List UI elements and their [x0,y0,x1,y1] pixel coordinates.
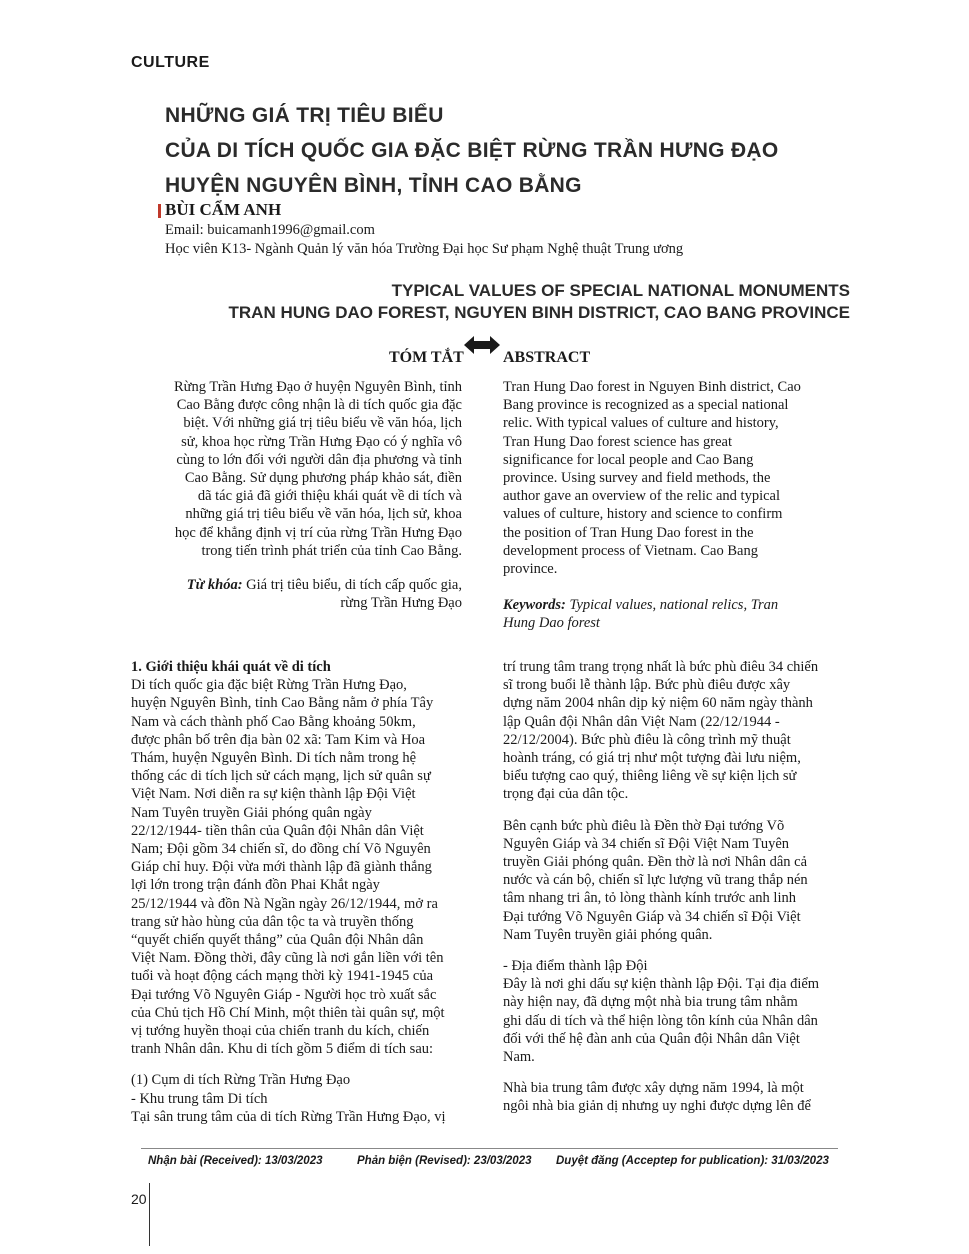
body-column-left [131,658,476,1126]
keywords-text: Hung Dao forest [503,615,600,632]
text-line: Bên cạnh bức phù điêu là Đền thờ Đại tướng Võ [503,817,785,834]
keywords-vn [136,576,462,612]
text-line: Nam Tuyên truyền Giải phóng quân ngày [131,804,372,821]
text-line: trí trung tâm trang trọng nhất là bức phù điêu 34 chiến [503,659,819,675]
text-line: values of culture, history and science to confirm [503,506,783,523]
text-line: the position of Tran Hung Dao forest in the [503,524,754,541]
section-tag: CULTURE [131,54,210,71]
author-marker [158,204,161,218]
text-line: biểu tượng cao quý, thiêng liêng về sự kiện lịch sử [503,768,797,785]
title-line: TYPICAL VALUES OF SPECIAL NATIONAL MONUMENTS [391,281,850,300]
revised-date: Phản biện (Revised): 23/03/2023 [357,1155,532,1167]
text-line: Nhà bia trung tâm được xây dựng năm 1994, là một [503,1080,804,1097]
title-line: HUYỆN NGUYÊN BÌNH, TỈNH CAO BẰNG [165,174,582,197]
text-line: dã tác giả đã giới thiệu khái quát về di tích và [197,488,462,505]
received-date: Nhận bài (Received): 13/03/2023 [148,1155,323,1167]
keywords-text: Giá trị tiêu biểu, di tích cấp quốc gia, [246,577,462,593]
text-line: tâm nhang tri ân, tỏ lòng thành kính trước anh linh [503,890,796,907]
text-line: “quyết chiến quyết thắng” của Quân đội Nhân dân [131,932,424,949]
text-line: những giá trị tiêu biểu về văn hóa, lịch sử, khoa [185,506,462,523]
vietnamese-title [165,98,779,203]
text-line: - Địa điểm thành lập Đội [503,958,648,975]
abstract-en [503,378,833,578]
text-line: sử, khoa học rừng Trần Hưng Đạo có ý nghĩa vô [181,433,462,450]
text-line: ngôi nhà bia giản dị nhưng uy nghi được dựng lên để [503,1098,811,1115]
text-line: Nam. [503,1049,535,1066]
text-line: Di tích quốc gia đặc biệt Rừng Trần Hưng Đạo, [131,677,407,694]
text-line: - Khu trung tâm Di tích [131,1090,268,1107]
text-line: tuổi và hoạt động cách mạng thời kỳ 1941-1945 của [131,968,434,985]
text-line: sĩ trong buổi lễ thành lập. Bức phù điêu được xây [503,677,791,694]
text-line: huyện Nguyên Bình, tỉnh Cao Bằng nằm ở phía Tây [131,695,434,712]
text-line: 22/12/2004). Bức phù điêu là công trình mỹ thuật [503,731,791,748]
text-line: học để khẳng định vị trí của rừng Trần Hưng Đạo [174,524,462,541]
text-line: Nam và cách thành phố Cao Bằng khoảng 50km, [131,713,416,730]
keywords-text: Typical values, national relics, Tran [569,597,779,613]
text-line: hoành tráng, có giá trị như một tượng đài lưu niệm, [503,750,801,767]
text-line: đối với thế hệ đàn anh của Quân đội Nhân dân Việt [503,1030,800,1047]
text-line: province. Using survey and field methods, the [503,470,771,487]
keywords-label: Từ khóa: [186,577,243,593]
author-affiliation: Học viên K13- Ngành Quản lý văn hóa Trường Đại học Sư phạm Nghệ thuật Trung ương [165,241,684,257]
accepted-date: Duyệt đăng (Acceptep for publication): 31/03/2023 [556,1155,829,1167]
text-line: lợi lớn trong trận đánh đồn Phai Khắt ngày [131,877,380,894]
text-line: Tran Hung Dao forest science has great [503,433,732,450]
text-line: Đại tướng Võ Nguyên Giáp và 34 chiến sĩ Đội Việt [503,908,801,925]
body-column-right [503,658,838,1116]
text-line: Cao Bằng được công nhận là di tích quốc gia đặc [176,397,462,414]
page-number-rule [149,1183,150,1246]
text-line: được phân bố trên địa bàn 02 xã: Tam Kim và Hoa [131,731,426,748]
text-line: Bang province is recognized as a special national [503,397,789,414]
abstract-vn [136,378,462,560]
text-line: truyền Giải phóng quân. Đền thờ là nơi Nhân dân cả [503,854,808,871]
text-line: relic. With typical values of culture and history, [503,415,779,432]
abstract-vn-heading: TÓM TẮT [389,349,464,366]
text-line: Cao Bằng. Sử dụng phương pháp khảo sát, điền [184,470,462,487]
text-line: cùng to lớn đối với người dân địa phương và tỉnh [176,451,462,468]
text-line: biệt. Với những giá trị tiêu biểu về văn hóa, lịch [183,415,462,432]
text-line: Việt Nam. Đồng thời, đây cũng là nơi gắn liền với tên [131,950,444,967]
text-line: Tại sân trung tâm của di tích Rừng Trần Hưng Đạo, vị [131,1108,446,1125]
title-line: TRAN HUNG DAO FOREST, NGUYEN BINH DISTRICT, CAO BANG PROVINCE [228,303,850,322]
text-line: Nguyên Giáp và 34 chiến sĩ Đội Việt Nam Tuyên [503,835,790,852]
author-email: Email: buicamanh1996@gmail.com [165,222,375,238]
text-line: Thám, huyện Nguyên Bình. Di tích nằm trong hệ [131,750,417,767]
double-arrow-icon [464,335,500,355]
text-line: significance for local people and Cao Bang [503,451,754,468]
title-line: NHỮNG GIÁ TRỊ TIÊU BIỂU [165,104,444,127]
text-line: ghi dấu di tích và thể hiện lòng tôn kính của Nhân dân [503,1012,818,1029]
text-line: của Chủ tịch Hồ Chí Minh, một thiên tài quân sự, một [131,1004,445,1021]
text-line: Tran Hung Dao forest in Nguyen Binh district, Cao [503,379,801,395]
footer-divider [141,1148,838,1149]
text-line: Nam; Đội gồm 34 chiến sĩ, do đồng chí Võ Nguyên [131,841,431,858]
text-line: author gave an overview of the relic and typical [503,488,780,505]
text-line: trang sử hào hùng của dân tộc ta và truyền thống [131,913,414,930]
text-line: Rừng Trần Hưng Đạo ở huyện Nguyên Bình, tỉnh [173,379,462,395]
text-line: Nam Tuyên truyền giải phóng quân. [503,926,713,943]
text-line: thống các di tích lịch sử cách mạng, lịch sử quân sự [131,768,431,785]
section-heading: 1. Giới thiệu khái quát về di tích [131,659,331,675]
text-line: nước và cán bộ, chiến sĩ lực lượng vũ trang thắp nén [503,872,808,889]
text-line: Đại tướng Võ Nguyên Giáp - Người học trò xuất sắc [131,986,437,1003]
text-line: 25/12/1944 và đồn Nà Ngần ngày 26/12/1944, mở ra [131,895,438,912]
english-title [229,280,850,324]
text-line: 22/12/1944- tiền thân của Quân đội Nhân dân Việt [131,822,424,839]
keywords-en [503,596,833,632]
text-line: này hiện nay, đã dựng một nhà bia trung tâm nhằm [503,994,798,1011]
keywords-text: rừng Trần Hưng Đạo [340,595,462,612]
title-line: CỦA DI TÍCH QUỐC GIA ĐẶC BIỆT RỪNG TRẦN HƯNG ĐẠO [165,139,779,162]
keywords-label: Keywords: [503,597,566,613]
text-line: trọng đại của dân tộc. [503,786,629,803]
text-line: Việt Nam. Nơi diễn ra sự kiện thành lập Đội Việt [131,786,416,803]
text-line: lập Quân đội Nhân dân Việt Nam (22/12/1944 - [503,713,780,730]
page-number: 20 [131,1191,147,1207]
author-name: BÙI CẨM ANH [165,200,282,219]
text-line: Giáp chỉ huy. Đội vừa mới thành lập đã giành thắng [131,859,432,876]
text-line: province. [503,561,558,578]
text-line: (1) Cụm di tích Rừng Trần Hưng Đạo [131,1072,351,1089]
text-line: development process of Vietnam. Cao Bang [503,542,758,559]
text-line: dựng năm 2004 nhân dịp kỷ niệm 60 năm ngày thành [503,695,813,712]
text-line: trong tiến trình phát triển của tỉnh Cao Bằng. [201,542,462,559]
text-line: Đây là nơi ghi dấu sự kiện thành lập Đội. Tại địa điểm [503,976,820,993]
text-line: vị tướng huyền thoại của chiến tranh du kích, chiến [131,1023,430,1040]
text-line: tranh Nhân dân. Khu di tích gồm 5 điểm di tích sau: [131,1041,434,1058]
abstract-en-heading: ABSTRACT [503,349,591,366]
